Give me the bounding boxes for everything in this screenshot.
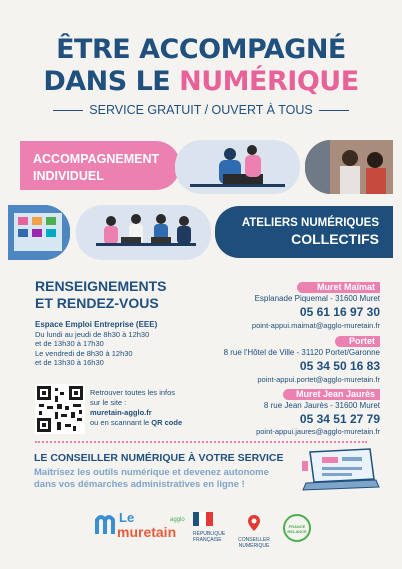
people-laptop-illustration (175, 140, 300, 194)
location-phone[interactable]: 05 34 50 16 83 (299, 359, 380, 373)
individual-line-2: INDIVIDUEL (33, 169, 104, 183)
info-heading-1: RENSEIGNEMENTS (35, 278, 167, 294)
group-workshop-illustration (76, 205, 211, 260)
eee-hours (35, 320, 157, 368)
title-line-1: ÊTRE ACCOMPAGNÉ (56, 34, 346, 65)
logo-agglo: agglo (170, 517, 185, 523)
eee-line-1: Du lundi au jeudi de 8h30 à 12h30 (35, 329, 150, 339)
conseiller-line-1: CONSEILLER (238, 537, 270, 543)
location-badge: Portet (335, 336, 380, 347)
france-relance-logo (283, 514, 311, 542)
eee-line-2: et de 13h30 à 17h30 (35, 339, 104, 348)
marianne-flag-icon (193, 512, 213, 526)
banner-sub-2: dans vos démarches administratives en ligne ! (34, 479, 245, 490)
eee-line-3: Le vendredi de 8h30 à 12h30 (35, 348, 133, 358)
banner-subtitle (34, 467, 269, 491)
qr-text (90, 388, 182, 428)
logo-muretain: muretain (117, 524, 177, 540)
location-email[interactable]: point-appui.maimat@agglo-muretain.fr (251, 321, 380, 330)
conseiller-numerique-logo (234, 514, 274, 556)
logo-le: Le (119, 510, 135, 525)
location-address: 8 rue l'Hôtel de Ville - 31120 Portet/Garonne (223, 348, 380, 357)
workshops-line-1: ATELIERS NUMÉRIQUES (241, 217, 379, 229)
banner-sub-1: Maîtrisez les outils numérique et devenez autonome (34, 467, 269, 478)
photo-screen (8, 205, 70, 260)
illustration-individual (175, 140, 300, 194)
qr-line-2: sur le site : (90, 398, 127, 407)
france-relance-text: FRANCE RELANCE (287, 524, 307, 534)
divider (53, 110, 83, 111)
individual-support-card (20, 141, 180, 190)
title-line-2-b: NUMÉRIQUE (179, 66, 359, 97)
location-phone[interactable]: 05 34 51 27 79 (299, 412, 380, 426)
tablet-photo (8, 205, 70, 260)
laptop-icon (300, 447, 380, 492)
eee-name: Espace Emploi Entreprise (EEE) (35, 320, 158, 329)
logo-m-icon (95, 514, 117, 536)
illustration-workshop (76, 205, 211, 260)
location-address: 8 rue Jean Jaurès - 31600 Muret (263, 401, 380, 410)
republique-logo (193, 512, 233, 556)
republique-line-2: FRANÇAISE (193, 537, 222, 543)
title-line-2 (0, 66, 402, 97)
location-phone[interactable]: 05 61 16 97 30 (299, 305, 380, 319)
info-heading (35, 278, 166, 312)
qr-line-4-a: ou en scannant le (90, 418, 152, 427)
laptop-illustration (300, 447, 380, 492)
banner-title: LE CONSEILLER NUMÉRIQUE À VOTRE SERVICE (34, 452, 284, 464)
location-email[interactable]: point-appui.portet@agglo-muretain.fr (257, 375, 380, 384)
qr-code-icon (35, 384, 85, 434)
people-photo (305, 140, 393, 194)
subtitle (0, 103, 402, 117)
location-email[interactable]: point-appui.jaures@agglo-muretain.fr (256, 427, 380, 436)
workshops-card (215, 206, 393, 258)
website-link[interactable]: muretain-agglo.fr (90, 408, 152, 417)
location-badge: Muret Maïmat (297, 282, 380, 293)
title-line-2-a: DANS LE (43, 66, 180, 97)
location-pin-icon (247, 514, 261, 532)
subtitle-text: SERVICE GRATUIT / OUVERT À TOUS (89, 103, 313, 117)
location-badge: Muret Jean Jaurès (283, 389, 380, 400)
republique-line-1: RÉPUBLIQUE (193, 531, 226, 537)
muretain-agglo-logo (95, 512, 185, 554)
info-heading-2: ET RENDEZ-VOUS (35, 295, 159, 311)
photo-individual (305, 140, 393, 194)
divider (319, 110, 349, 111)
divider (35, 441, 367, 443)
location-address: Esplanade Piquemal - 31600 Muret (254, 294, 380, 303)
individual-line-1: ACCOMPAGNEMENT (33, 152, 160, 166)
qr-code[interactable] (35, 384, 85, 434)
eee-line-4: et de 13h30 à 16h30 (35, 358, 104, 367)
conseiller-line-2: NUMÉRIQUE (238, 543, 270, 549)
qr-line-4-b: QR code (151, 418, 183, 427)
workshops-line-2: COLLECTIFS (291, 231, 379, 247)
qr-line-1: Retrouver toutes les infos (90, 388, 176, 397)
